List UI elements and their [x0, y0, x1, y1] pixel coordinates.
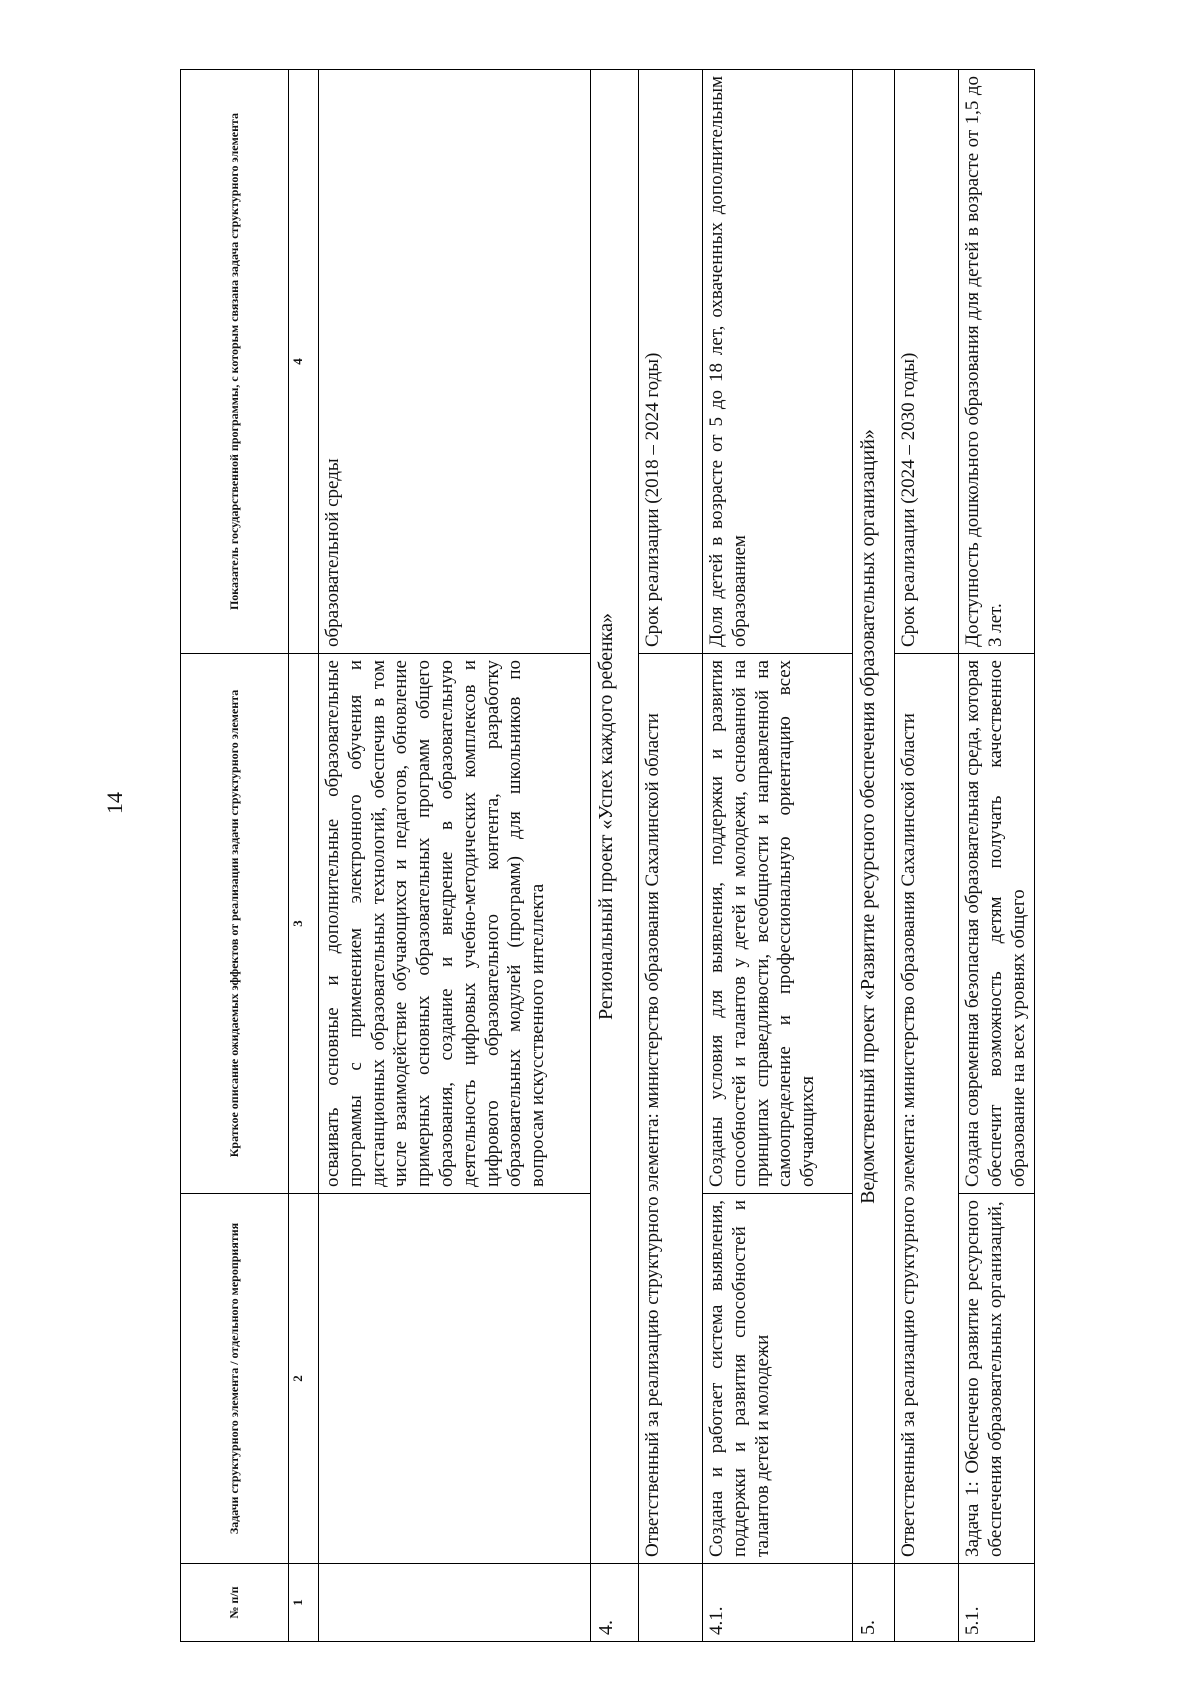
indicator-cell: образовательной среды: [319, 70, 591, 654]
task-cell: Создана и работает система выявления, поддержки и развития способностей и талантов детей и молодежи: [703, 1194, 853, 1564]
section-index: 5.: [853, 1564, 895, 1642]
indicator-cell: Доступность дошкольного образования для детей в возрасте от 1,5 до 3 лет.: [959, 70, 1035, 654]
task-cell: Задача 1: Обеспечено развитие ресурсного обеспечения образовательных организаций,: [959, 1194, 1035, 1564]
column-number-row: [289, 70, 319, 1642]
section-index: 4.: [591, 1564, 639, 1642]
term-text: Срок реализации (2018 – 2024 годы): [639, 70, 703, 654]
responsible-text: Ответственный за реализацию структурного элемента: министерство образования Сахалинской области: [895, 654, 959, 1564]
row-number: 5.1.: [959, 1564, 1035, 1642]
header-indicator: Показатель государственной программы, с которым связана задача структурного элемента: [181, 70, 289, 654]
indicator-cell: Доля детей в возрасте от 5 до 18 лет, охваченных дополнительным образованием: [703, 70, 853, 654]
responsible-row: [639, 70, 703, 1642]
row-number: 4.1.: [703, 1564, 853, 1642]
responsible-text: Ответственный за реализацию структурного элемента: министерство образования Сахалинской области: [639, 654, 703, 1564]
table-row: [319, 70, 591, 1642]
section-title-row: [853, 70, 895, 1642]
cell-empty: [895, 1564, 959, 1642]
rotated-table-sheet: [180, 70, 1084, 1642]
cell-empty: [639, 1564, 703, 1642]
effect-cell: Создана современная безопасная образовательная среда, которая обеспечит возможность детям получать качественное образование на всех уровнях общего: [959, 654, 1035, 1194]
column-number: 4: [289, 70, 319, 654]
column-number: 3: [289, 654, 319, 1194]
effect-cell: Созданы условия для выявления, поддержки и развития способностей и талантов у детей и молодежи, основанной на принципах справедливости, всеобщности и направленной на самоопределение и профессиональную ориентацию всех обучающихся: [703, 654, 853, 1194]
section-title: Региональный проект «Успех каждого ребенка»: [591, 70, 639, 1564]
effect-cell: осваивать основные и дополнительные образовательные программы с применением электронного обучения и дистанционных образовательных технологий, обеспечив в том числе взаимодействие обучающихся и педагогов, обновление примерных основных образовательных программ общего образования, создание и внедрение в образовательную деятельность цифровых учебно-методических комплексов и цифрового образовательного контента, разработку образовательных модулей (программ) для школьников по вопросам искусственного интеллекта: [319, 654, 591, 1194]
cell-empty: [319, 1194, 591, 1564]
header-task: Задачи структурного элемента / отдельного мероприятия: [181, 1194, 289, 1564]
page-number: 14: [102, 792, 127, 814]
table-row: [703, 70, 853, 1642]
column-number: 2: [289, 1194, 319, 1564]
table-row: [959, 70, 1035, 1642]
cell-empty: [319, 1564, 591, 1642]
header-row: [181, 70, 289, 1642]
header-effect: Краткое описание ожидаемых эффектов от реализации задачи структурного элемента: [181, 654, 289, 1194]
responsible-row: [895, 70, 959, 1642]
section-title: Ведомственный проект «Развитие ресурсного обеспечения образовательных организаций»: [853, 70, 895, 1564]
term-text: Срок реализации (2024 – 2030 годы): [895, 70, 959, 654]
header-number: № п/п: [181, 1564, 289, 1642]
column-number: 1: [289, 1564, 319, 1642]
table-wrapper: [180, 70, 1084, 1642]
program-table: [180, 69, 1035, 1642]
section-title-row: [591, 70, 639, 1642]
